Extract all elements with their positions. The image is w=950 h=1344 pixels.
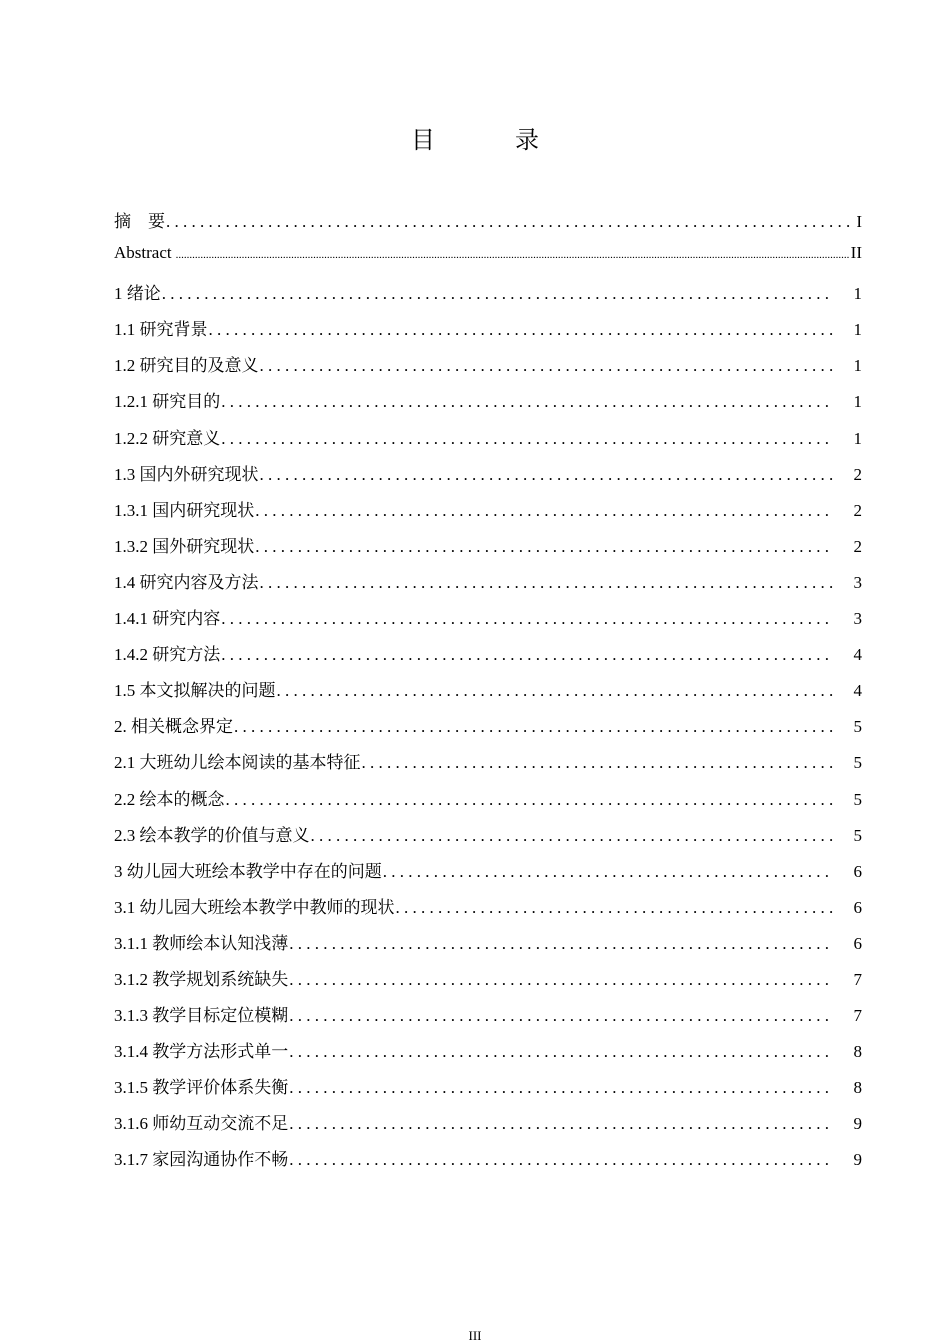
toc-entry-page: II — [850, 243, 862, 263]
toc-entry[interactable] — [114, 965, 862, 1001]
toc-entry-label: 3.1.5 教学评价体系失衡 — [114, 1078, 289, 1098]
leader-dots — [289, 1114, 834, 1134]
leader-dots — [289, 934, 834, 954]
toc-entry-label: 3.1.2 教学规划系统缺失 — [114, 969, 289, 989]
toc-entry[interactable] — [114, 568, 862, 604]
toc-entry-page: 1 — [853, 356, 862, 376]
toc-entry[interactable] — [114, 857, 862, 893]
toc-entry[interactable] — [114, 604, 862, 640]
page-title: 目 录 — [411, 126, 567, 154]
toc-entry-page: 3 — [853, 572, 862, 592]
toc-entry-label: 1.3 国内外研究现状 — [114, 464, 259, 484]
toc-entry-label: 1.3.2 国外研究现状 — [114, 536, 255, 556]
toc-entry-label: 3.1.3 教学目标定位模糊 — [114, 1006, 289, 1026]
toc-entry[interactable] — [114, 424, 862, 460]
toc-entry-page: 2 — [853, 464, 862, 484]
leader-dots — [221, 645, 834, 665]
toc-entry-label: 2.3 绘本教学的价值与意义 — [114, 825, 310, 845]
toc-entry-label: 1.2.1 研究目的 — [114, 392, 221, 412]
toc-entry[interactable] — [114, 1037, 862, 1073]
leader-dots — [209, 320, 835, 340]
table-of-contents — [114, 207, 862, 1182]
leader-dots — [221, 429, 834, 449]
toc-entry[interactable] — [114, 387, 862, 423]
leader-dots — [260, 465, 835, 485]
toc-entry[interactable] — [114, 640, 862, 676]
leader-dots — [277, 681, 835, 701]
toc-entry-label: 3.1 幼儿园大班绘本教学中教师的现状 — [114, 897, 395, 917]
toc-entry-label: 1.4 研究内容及方法 — [114, 572, 259, 592]
toc-entry-label: 2. 相关概念界定 — [114, 717, 233, 737]
toc-entry[interactable] — [114, 929, 862, 965]
toc-entry[interactable] — [114, 1001, 862, 1037]
toc-entry-page: 8 — [853, 1042, 862, 1062]
toc-entry[interactable] — [114, 748, 862, 784]
toc-entry-label: 1 绪论 — [114, 284, 161, 304]
leader-dots — [289, 1042, 834, 1062]
toc-entry[interactable] — [114, 351, 862, 387]
toc-entry[interactable] — [114, 207, 862, 243]
toc-entry[interactable] — [114, 243, 862, 279]
toc-entry[interactable] — [114, 315, 862, 351]
toc-entry[interactable] — [114, 821, 862, 857]
toc-entry-label: 2.2 绘本的概念 — [114, 789, 225, 809]
toc-entry-page: 5 — [853, 753, 862, 773]
toc-entry-page: 1 — [853, 428, 862, 448]
toc-entry-label: 2.1 大班幼儿绘本阅读的基本特征 — [114, 753, 361, 773]
leader-dots — [289, 1150, 834, 1170]
leader-dots — [260, 356, 835, 376]
toc-entry-label: 1.2 研究目的及意义 — [114, 356, 259, 376]
leader-dots — [176, 243, 849, 263]
toc-entry-page: 7 — [853, 969, 862, 989]
leader-dots — [396, 898, 835, 918]
toc-entry-page: 6 — [853, 861, 862, 881]
toc-entry[interactable] — [114, 1073, 862, 1109]
toc-entry[interactable] — [114, 712, 862, 748]
toc-entry-page: 1 — [853, 392, 862, 412]
toc-entry-page: 1 — [853, 284, 862, 304]
toc-entry[interactable] — [114, 1145, 862, 1181]
toc-entry-label: 3 幼儿园大班绘本教学中存在的问题 — [114, 861, 382, 881]
leader-dots — [383, 862, 834, 882]
toc-entry[interactable] — [114, 460, 862, 496]
toc-entry-label: 1.2.2 研究意义 — [114, 428, 221, 448]
toc-entry-page: 2 — [853, 536, 862, 556]
leader-dots — [221, 392, 834, 412]
toc-entry[interactable] — [114, 496, 862, 532]
toc-entry[interactable] — [114, 279, 862, 315]
toc-entry-page: 1 — [853, 320, 862, 340]
leader-dots — [226, 790, 835, 810]
toc-entry-label: 1.4.2 研究方法 — [114, 645, 221, 665]
toc-entry-label: 3.1.1 教师绘本认知浅薄 — [114, 933, 289, 953]
toc-entry[interactable] — [114, 676, 862, 712]
toc-entry-page: 4 — [853, 681, 862, 701]
toc-entry-label: 1.3.1 国内研究现状 — [114, 500, 255, 520]
leader-dots — [289, 970, 834, 990]
toc-entry-label: 1.5 本文拟解决的问题 — [114, 681, 276, 701]
toc-entry-page: 5 — [853, 717, 862, 737]
toc-entry-label: 摘 要 — [114, 212, 165, 231]
toc-entry[interactable] — [114, 532, 862, 568]
toc-entry-label: 3.1.4 教学方法形式单一 — [114, 1042, 289, 1062]
leader-dots — [255, 501, 834, 521]
toc-entry-label: Abstract — [114, 243, 172, 263]
toc-entry-page: 5 — [853, 789, 862, 809]
toc-entry-page: 8 — [853, 1078, 862, 1098]
toc-entry-label: 3.1.6 师幼互动交流不足 — [114, 1114, 289, 1134]
leader-dots — [311, 826, 835, 846]
toc-entry-page: 2 — [853, 500, 862, 520]
toc-entry[interactable] — [114, 893, 862, 929]
toc-entry[interactable] — [114, 1109, 862, 1145]
leader-dots — [289, 1006, 834, 1026]
leader-dots — [162, 284, 834, 304]
leader-dots — [255, 537, 834, 557]
toc-entry-label: 3.1.7 家园沟通协作不畅 — [114, 1150, 289, 1170]
leader-dots — [362, 753, 835, 773]
toc-entry-page: 6 — [853, 897, 862, 917]
toc-entry-page: 3 — [853, 609, 862, 629]
toc-entry-page: 6 — [853, 933, 862, 953]
toc-entry-label: 1.4.1 研究内容 — [114, 609, 221, 629]
toc-entry-page: I — [856, 212, 862, 231]
leader-dots — [260, 573, 835, 593]
toc-entry-page: 9 — [853, 1114, 862, 1134]
toc-entry-label: 1.1 研究背景 — [114, 320, 208, 340]
toc-entry-page: 7 — [853, 1006, 862, 1026]
page-number: III — [468, 1328, 482, 1343]
toc-entry[interactable] — [114, 785, 862, 821]
leader-dots — [289, 1078, 834, 1098]
leader-dots — [221, 609, 834, 629]
toc-entry-page: 4 — [853, 645, 862, 665]
leader-dots — [166, 212, 852, 232]
leader-dots — [234, 717, 834, 737]
toc-entry-page: 5 — [853, 825, 862, 845]
toc-entry-page: 9 — [853, 1150, 862, 1170]
